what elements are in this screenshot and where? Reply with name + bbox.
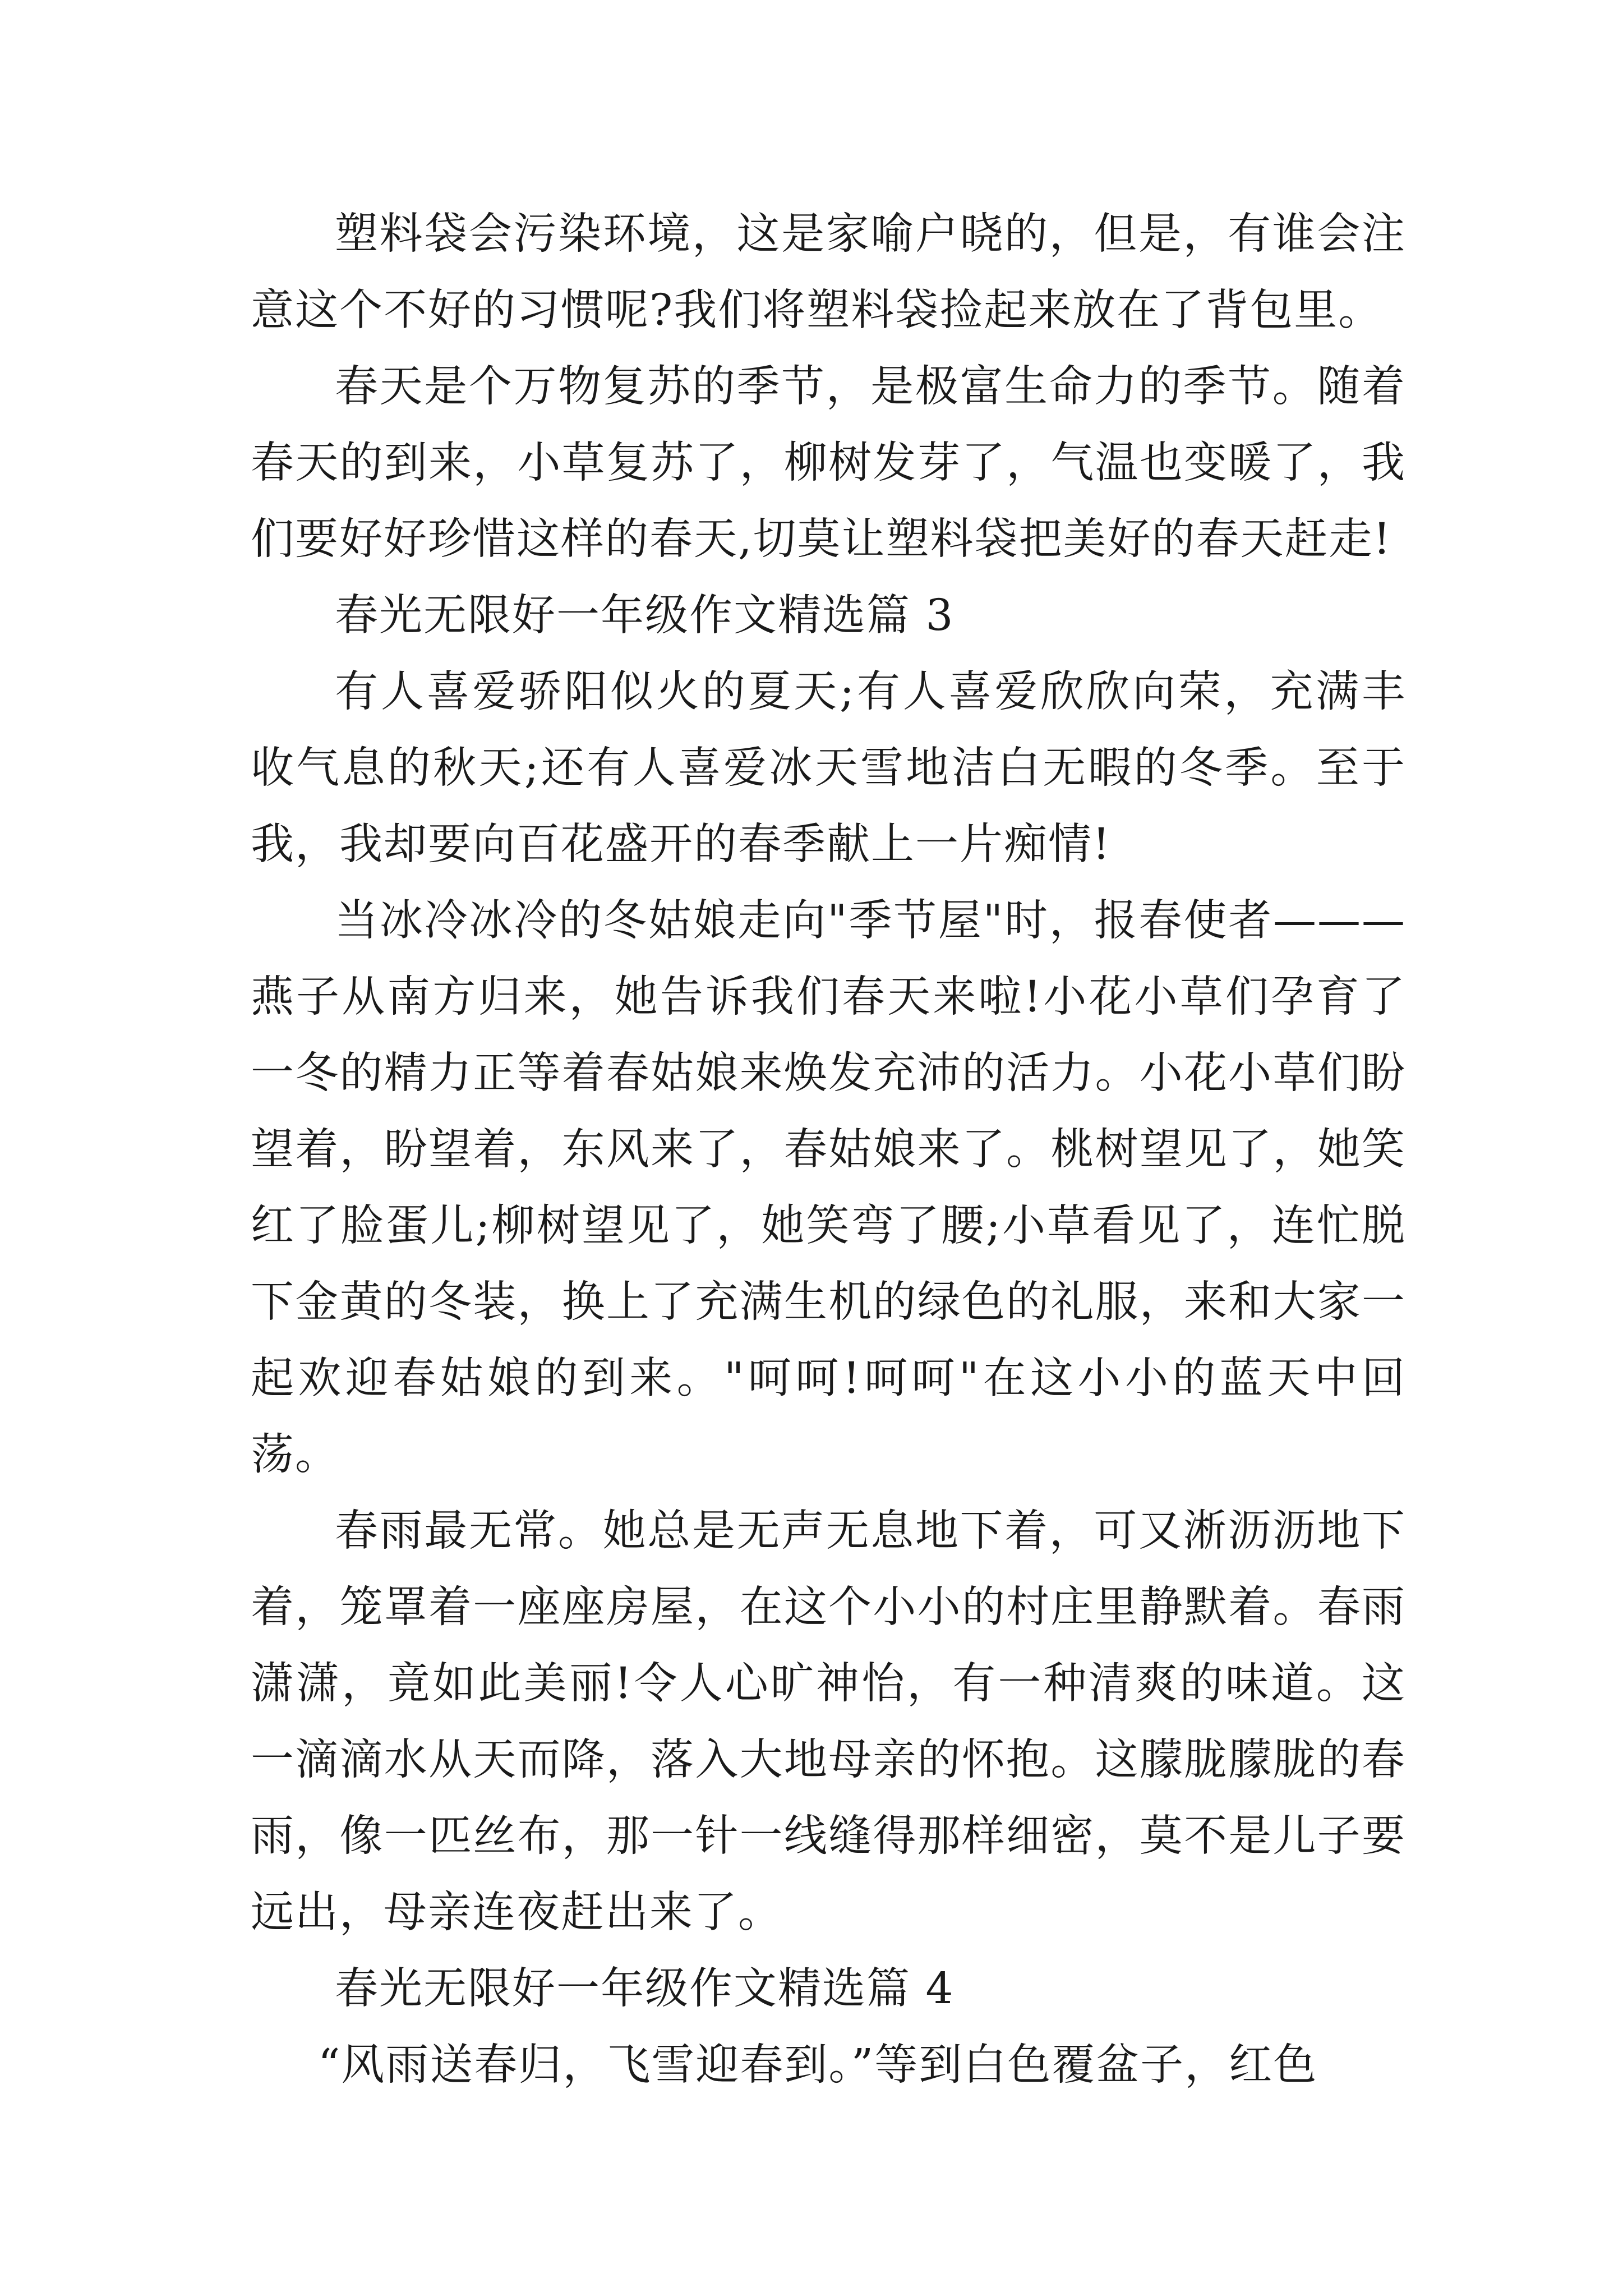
document-body: [251, 196, 1406, 2104]
paragraph-wind-rain-quote: “风雨送春归，飞雪迎春到。”等到白色覆盆子，红色: [318, 2040, 1318, 2090]
section-heading-4: 春光无限好一年级作文精选篇 4: [335, 1964, 955, 2014]
section-heading-3: 春光无限好一年级作文精选篇 3: [335, 591, 955, 641]
paragraph-spring-arrival: 当冰冷冰冷的冬姑娘走向"季节屋"时，报春使者———燕子从南方归来，她告诉我们春天来啦!小花小草们孕育了一冬的精力正等着春姑娘来焕发充沛的活力。小花小草们盼望着，盼望着，东风来了，春姑娘来了。桃树望见了，她笑红了脸蛋儿;柳树望见了，她笑弯了腰;小草看见了，连忙脱下金黄的冬装，换上了充满生机的绿色的礼服，来和大家一起欢迎春姑娘的到来。"呵呵!呵呵"在这小小的蓝天中回荡。: [251, 896, 1406, 1480]
paragraph-seasons-preference: 有人喜爱骄阳似火的夏天;有人喜爱欣欣向荣，充满丰收气息的秋天;还有人喜爱冰天雪地洁白无暇的冬季。至于我，我却要向百花盛开的春季献上一片痴情!: [251, 667, 1406, 869]
paragraph-spring-rain: 春雨最无常。她总是无声无息地下着，可又淅沥沥地下着，笼罩着一座座房屋，在这个小小的村庄里静默着。春雨潇潇，竟如此美丽!令人心旷神怡，有一种清爽的味道。这一滴滴水从天而降，落入大地母亲的怀抱。这朦胧朦胧的春雨，像一匹丝布，那一针一线缝得那样细密，莫不是儿子要远出，母亲连夜赶出来了。: [251, 1506, 1406, 1938]
paragraph-spring-season: 春天是个万物复苏的季节，是极富生命力的季节。随着春天的到来，小草复苏了，柳树发芽了，气温也变暖了，我们要好好珍惜这样的春天,切莫让塑料袋把美好的春天赶走!: [251, 362, 1406, 564]
paragraph-plastic-bag-pollution: 塑料袋会污染环境，这是家喻户晓的，但是，有谁会注意这个不好的习惯呢?我们将塑料袋捡起来放在了背包里。: [251, 209, 1406, 335]
